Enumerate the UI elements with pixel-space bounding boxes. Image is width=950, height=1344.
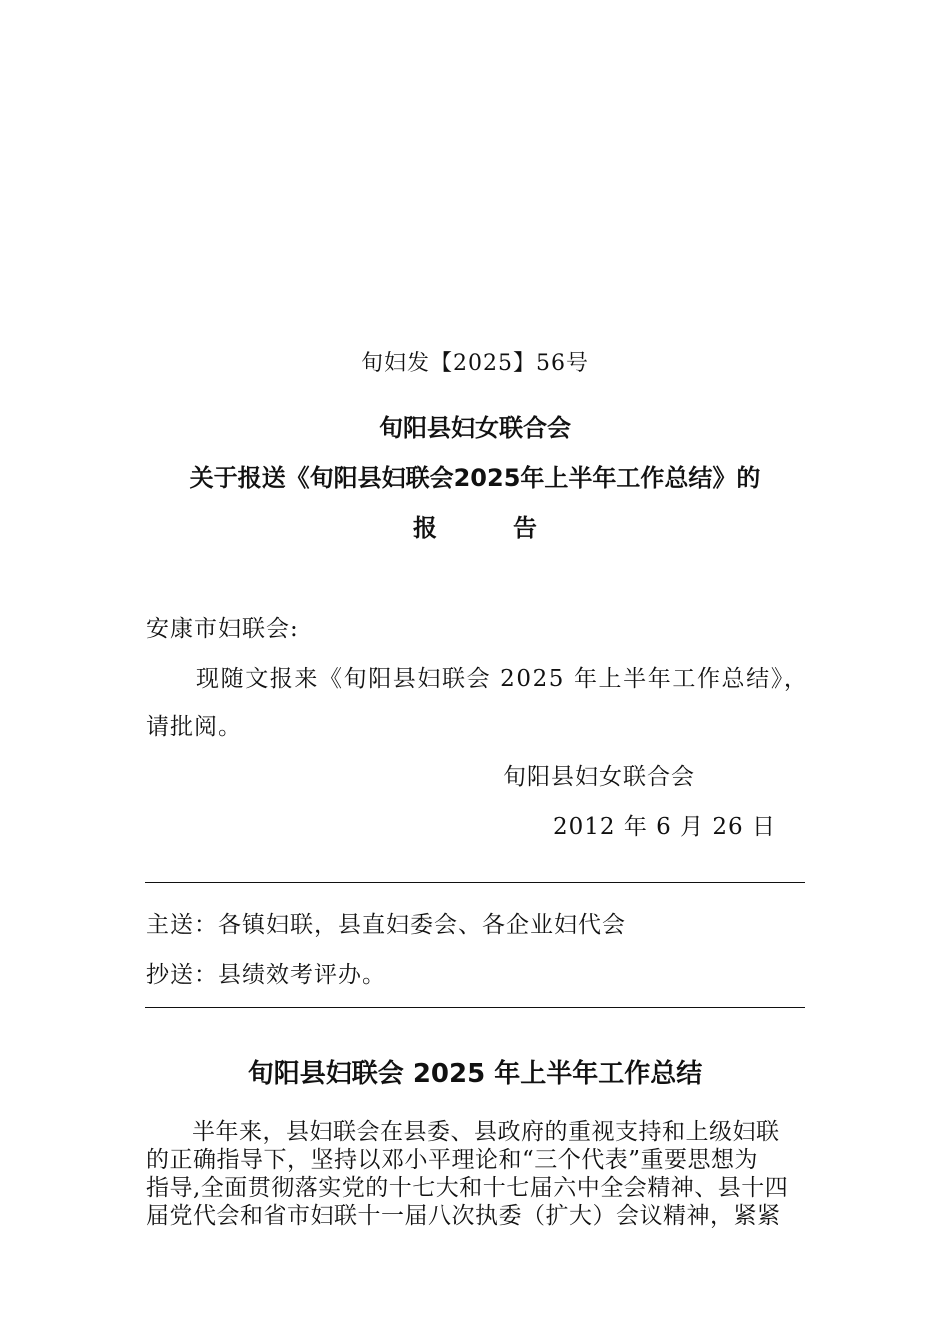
main-recipients-line: 主送：各镇妇联，县直妇委会、各企业妇代会	[146, 912, 626, 938]
signature-organization: 旬阳县妇女联合会	[503, 764, 695, 790]
letter-paragraph-line-1: 现随文报来《旬阳县妇联会 2025 年上半年工作总结》，	[196, 666, 809, 692]
distribution-top-rule	[145, 882, 805, 883]
copy-recipients-line: 抄送：县绩效考评办。	[146, 962, 386, 988]
title-report-char-2: 告	[513, 514, 537, 542]
title-report-char-1: 报	[413, 514, 437, 542]
title-line-2: 关于报送《旬阳县妇联会2025年上半年工作总结》的	[189, 464, 761, 492]
letter-paragraph-line-2: 请批阅。	[146, 714, 242, 740]
recipient-line: 安康市妇联会:	[146, 616, 299, 642]
summary-line: 届党代会和省市妇联十一届八次执委（扩大）会议精神，紧紧	[146, 1203, 781, 1229]
summary-body	[146, 1118, 808, 1230]
summary-line: 的正确指导下，坚持以邓小平理论和“三个代表”重要思想为	[146, 1147, 759, 1173]
document-number: 旬妇发【2025】56号	[361, 351, 589, 376]
distribution-bottom-rule	[145, 1007, 805, 1008]
summary-line: 半年来，县妇联会在县委、县政府的重视支持和上级妇联	[192, 1119, 780, 1145]
summary-title: 旬阳县妇联会 2025 年上半年工作总结	[247, 1059, 703, 1089]
signature-date: 2012 年 6 月 26 日	[553, 814, 776, 840]
summary-line: 指导,全面贯彻落实党的十七大和十七届六中全会精神、县十四	[146, 1175, 789, 1201]
title-line-3	[0, 508, 950, 543]
title-line-1: 旬阳县妇女联合会	[379, 414, 571, 442]
